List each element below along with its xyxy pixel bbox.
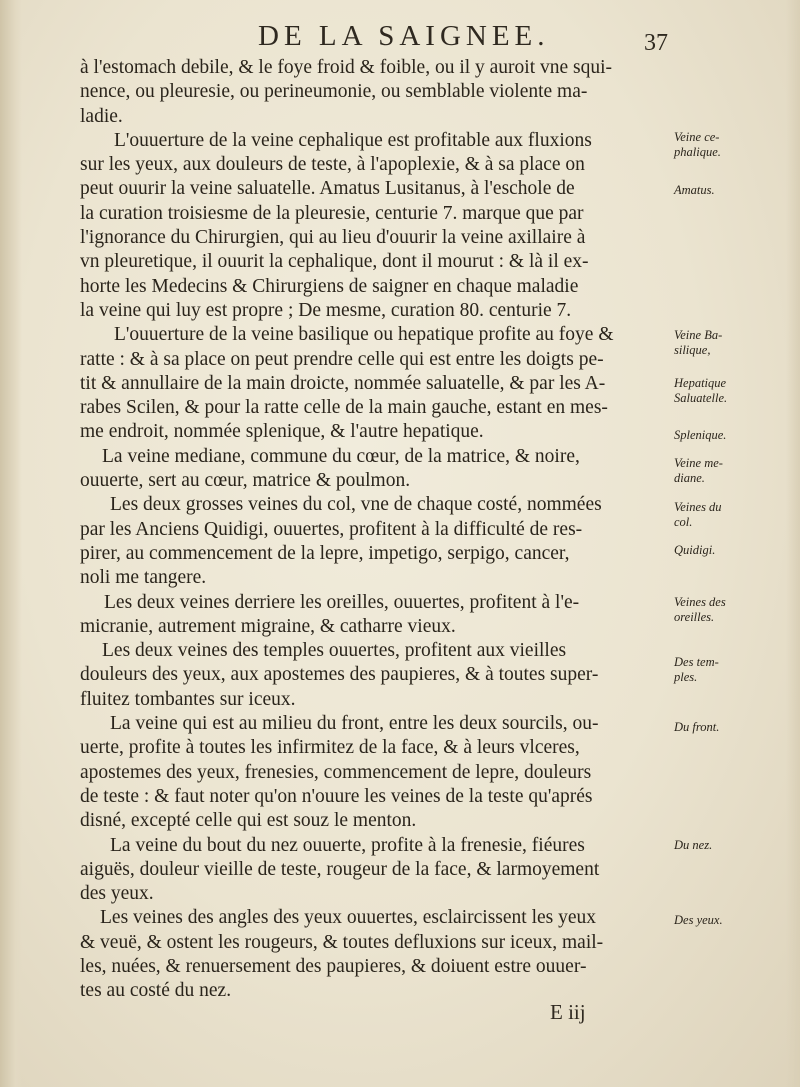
text-line: par les Anciens Quidigi, ouuertes, profitent à la difficulté de res- bbox=[80, 518, 583, 540]
text-line: me endroit, nommée splenique, & l'autre hepatique. bbox=[80, 421, 484, 443]
text-line: sur les yeux, aux douleurs de teste, à l'apoplexie, & à sa place on bbox=[80, 154, 585, 176]
margin-note bbox=[674, 543, 715, 558]
text-line: la veine qui luy est propre ; De mesme, curation 80. centurie 7. bbox=[80, 299, 572, 321]
text-line: & veuë, & ostent les rougeurs, & toutes defluxions sur iceux, mail- bbox=[80, 931, 604, 953]
margin-note-line: Des yeux. bbox=[674, 913, 723, 927]
margin-note bbox=[674, 838, 712, 853]
margin-note bbox=[674, 130, 721, 160]
text-line: peut ouurir la veine saluatelle. Amatus Lusitanus, à l'eschole de bbox=[80, 178, 575, 200]
text-line: vn pleuretique, il ouurit la cephalique, dont il mourut : & là il ex- bbox=[80, 251, 589, 273]
text-line: douleurs des yeux, aux apostemes des paupieres, & à toutes super- bbox=[80, 664, 599, 686]
margin-note-line: Veines du bbox=[674, 500, 722, 514]
margin-note-line: ples. bbox=[674, 670, 698, 684]
margin-note-line: Veines des bbox=[674, 595, 726, 609]
page-number: 37 bbox=[644, 30, 668, 56]
margin-note bbox=[674, 500, 722, 530]
margin-note-line: Veine ce- bbox=[674, 130, 720, 144]
margin-note-line: Du front. bbox=[674, 720, 720, 734]
margin-note-line: Veine Ba- bbox=[674, 328, 723, 342]
text-line: de teste : & faut noter qu'on n'ouure les veines de la teste qu'aprés bbox=[80, 785, 593, 807]
margin-note bbox=[674, 595, 726, 625]
text-line: Les deux grosses veines du col, vne de chaque costé, nommées bbox=[110, 494, 602, 516]
margin-note-line: Du nez. bbox=[674, 838, 713, 852]
text-line: nence, ou pleuresie, ou perineumonie, ou semblable violente ma- bbox=[80, 81, 588, 103]
margin-note bbox=[674, 428, 726, 443]
text-line: rabes Scilen, & pour la ratte celle de la main gauche, estant en mes- bbox=[80, 397, 608, 419]
text-line: L'ouuerture de la veine cephalique est profitable aux fluxions bbox=[114, 129, 592, 151]
text-line: des yeux. bbox=[80, 883, 154, 905]
text-line: pirer, au commencement de la lepre, impetigo, serpigo, cancer, bbox=[80, 542, 570, 564]
text-line: Les deux veines des temples ouuertes, profitent aux vieilles bbox=[102, 640, 567, 662]
margin-note-line: Splenique. bbox=[674, 428, 727, 442]
text-line: ouuerte, sert au cœur, matrice & poulmon. bbox=[80, 470, 411, 492]
margin-note-line: Veine me- bbox=[674, 456, 723, 470]
text-line: aiguës, douleur vieille de teste, rougeur de la face, & larmoyement bbox=[80, 858, 600, 880]
text-line: Les deux veines derriere les oreilles, ouuertes, profitent à l'e- bbox=[104, 591, 580, 613]
text-line: les, nuées, & renuersement des paupieres, & doiuent estre ouuer- bbox=[80, 955, 587, 977]
margin-note-line: phalique. bbox=[674, 145, 721, 159]
text-line: tit & annullaire de la main droicte, nommée saluatelle, & par les A- bbox=[80, 372, 606, 394]
binding-gutter bbox=[0, 0, 22, 1087]
text-line: ladie. bbox=[80, 105, 123, 127]
text-line: à l'estomach debile, & le foye froid & foible, ou il y auroit vne squi- bbox=[80, 57, 613, 78]
margin-note-line: Amatus. bbox=[674, 183, 715, 197]
margin-note bbox=[674, 913, 723, 928]
margin-note bbox=[674, 720, 719, 735]
margin-note-line: oreilles. bbox=[674, 610, 715, 624]
signature-mark: E iij bbox=[550, 1000, 586, 1024]
text-line: La veine mediane, commune du cœur, de la matrice, & noire, bbox=[102, 445, 580, 467]
margin-note bbox=[674, 376, 727, 406]
margin-note-line: Saluatelle. bbox=[674, 391, 728, 405]
text-line: disné, excepté celle qui est souz le menton. bbox=[80, 810, 417, 832]
text-line: apostemes des yeux, frenesies, commencement de lepre, douleurs bbox=[80, 761, 592, 783]
margin-note bbox=[674, 655, 719, 685]
text-line: uerte, profite à toutes les infirmitez de la face, & à leurs vlceres, bbox=[80, 737, 580, 759]
text-line: L'ouuerture de la veine basilique ou hepatique profite au foye & bbox=[114, 324, 614, 346]
text-line: noli me tangere. bbox=[80, 567, 207, 589]
margin-note-line: Quidigi. bbox=[674, 543, 716, 557]
running-head: DE LA SAIGNEE. bbox=[258, 20, 550, 52]
text-line: micranie, autrement migraine, & catharre vieux. bbox=[80, 615, 456, 637]
margin-note-line: Hepatique bbox=[674, 376, 727, 390]
margin-note bbox=[674, 456, 723, 486]
text-line: tes au costé du nez. bbox=[80, 980, 232, 1002]
margin-note bbox=[674, 183, 715, 198]
text-line: fluitez tombantes sur iceux. bbox=[80, 688, 296, 710]
margin-note-line: Des tem- bbox=[674, 655, 719, 669]
text-line: Les veines des angles des yeux ouuertes, esclaircissent les yeux bbox=[100, 907, 597, 929]
text-line: ratte : & à sa place on peut prendre celle qui est entre les doigts pe- bbox=[80, 348, 604, 370]
margin-note-line: diane. bbox=[674, 471, 705, 485]
margin-note-line: silique, bbox=[674, 343, 711, 357]
text-line: La veine qui est au milieu du front, entre les deux sourcils, ou- bbox=[110, 713, 599, 735]
text-line: l'ignorance du Chirurgien, qui au lieu d'ouurir la veine axillaire à bbox=[80, 227, 586, 249]
body-text bbox=[80, 56, 660, 1004]
text-line: horte les Medecins & Chirurgiens de saigner en chaque maladie bbox=[80, 275, 579, 297]
margin-notes bbox=[674, 0, 792, 1087]
text-line: La veine du bout du nez ouuerte, profite à la frenesie, fiéures bbox=[110, 834, 585, 856]
text-line: la curation troisiesme de la pleuresie, centurie 7. marque que par bbox=[80, 202, 584, 224]
margin-note bbox=[674, 328, 722, 358]
margin-note-line: col. bbox=[674, 515, 693, 529]
